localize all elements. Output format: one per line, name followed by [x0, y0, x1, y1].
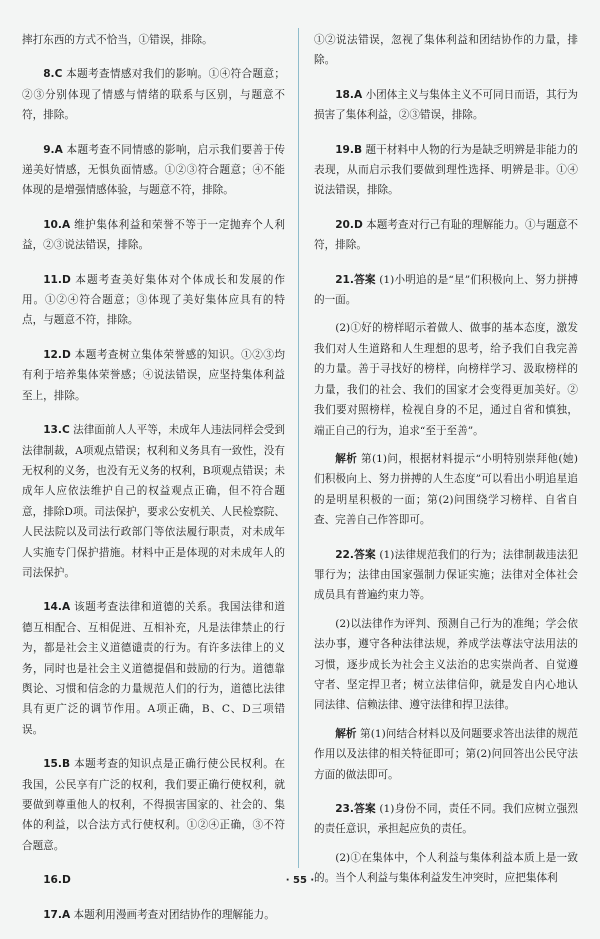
question-number: 22. [335, 548, 354, 561]
answer-text: 本题考查不同情感的影响，启示我们要善于传递美好情感，无惧负面情感。①②③符合题意；④不能体现的是增强情感体验，与题意不符，排除。 [22, 143, 285, 197]
question-number: 12.D [43, 348, 71, 361]
answer-entry [314, 140, 578, 201]
answer-entry [22, 215, 285, 256]
answer-label: 答案 [353, 548, 376, 561]
answer-text: 维护集体利益和荣誉不等于一定抛弃个人利益，②③说法错误，排除。 [22, 218, 285, 252]
answer-text: (2)以法律作为评判、预测自己行为的准绳；学会依法办事，遵守各种法律法规，养成学法尊法守法用法的习惯，逐步成长为社会主义法治的忠实崇尚者、自觉遵守者、坚定捍卫者；树立法律信仰，就是发自内心地认同法律、信赖法律、遵守法律和捍卫法律。 [314, 617, 578, 712]
answer-text: (2)①好的榜样昭示着做人、做事的基本态度，激发我们对人生道路和人生理想的思考，给予我们自我完善的力量。善于寻找好的榜样，向榜样学习、汲取榜样的力量，我们的社会、我们的国家才会变得更加美好。②我们要对照榜样，检视自身的不足，通过自省和慎独，端正自己的行为，追求“至于至善”。 [314, 322, 578, 437]
question-number: 8.C [43, 68, 63, 81]
answer-entry [314, 724, 578, 785]
answer-text: (1)法律规范我们的行为；法律制裁违法犯罪行为；法律由国家强制力保证实施；法律对全体社会成员具有普遍约束力等。 [314, 548, 578, 602]
answer-entry [22, 64, 285, 125]
answer-label: 解析 [335, 452, 358, 465]
page-number: · 55 · [285, 875, 315, 886]
left-column [22, 30, 285, 939]
answer-text: 本题考查情感对我们的影响。①④符合题意；②③分别体现了情感与情绪的联系与区别，与题意不符，排除。 [22, 68, 286, 122]
answer-label: 答案 [353, 273, 376, 286]
question-number: 11.D [43, 273, 71, 286]
column-divider [298, 28, 299, 868]
answer-entry [314, 614, 578, 716]
answer-entry [314, 30, 578, 71]
answer-entry [22, 140, 285, 201]
answer-entry [314, 799, 578, 840]
answer-entry [22, 420, 285, 583]
question-number: 15.B [43, 758, 71, 771]
answer-entry [314, 318, 578, 440]
answer-label: 解析 [335, 727, 357, 740]
answer-text: 本题考查的知识点是正确行使公民权利。在我国，公民享有广泛的权利，我们要正确行使权利，就要做到尊重他人的权利，不得损害国家的、社会的、集体的利益，以合法方式行使权利。①②④正确，③不符合题意。 [22, 758, 286, 852]
question-number: 16.D [43, 874, 71, 887]
answer-text: 法律面前人人平等，未成年人违法同样会受到法律制裁，A项观点错误；权利和义务具有一致性，没有无权利的义务，也没有无义务的权利，B项观点错误；未成年人应依法维护自己的权益观点正确，但不符合题意，排除D项。司法保护，要求公安机关、人民检察院、人民法院以及司法行政部门等依法履行职责，对未成年人实施专门保护措施。材料中正是体现的对未成年人的司法保护。 [22, 424, 285, 579]
answer-entry [22, 597, 285, 740]
question-number: 19.B [335, 143, 363, 156]
question-number: 10.A [43, 218, 71, 231]
question-number: 9.A [43, 143, 63, 156]
answer-entry [314, 85, 578, 126]
question-number: 13.C [43, 424, 70, 437]
right-column [314, 30, 578, 903]
answer-entry [22, 30, 285, 50]
answer-entry [22, 905, 285, 925]
answer-entry [22, 754, 285, 856]
answer-text: ①②说法错误，忽视了集体利益和团结协作的力量，排除。 [314, 34, 578, 67]
answer-label: 答案 [353, 803, 376, 815]
answer-text: (1)身份不同，责任不同。我们应树立强烈的责任意识，承担起应负的责任。 [314, 803, 578, 836]
answer-text: 第(1)问结合材料以及问题要求答出法律的规范作用以及法律的相关特征即可；第(2)问回答出公民守法方面的做法即可。 [314, 727, 579, 781]
question-number: 18.A [335, 88, 363, 101]
question-number: 21. [335, 273, 354, 286]
answer-text: 题干材料中人物的行为是缺乏明辨是非能力的表现，从而启示我们要做到理性选择、明辨是非。①④说法错误，排除。 [314, 143, 578, 197]
answer-text: 本题考查树立集体荣誉感的知识。①②③均有利于培养集体荣誉感；④说法错误，应坚持集体利益至上，排除。 [22, 348, 285, 402]
answer-entry [22, 345, 285, 406]
answer-entry [314, 449, 578, 531]
answer-entry [314, 215, 578, 256]
answer-text: 第(1)问，根据材料提示“小明特别崇拜他(她)们积极向上、努力拼搏的人生态度”可以看出小明追星追的是明星积极的一面；第(2)问围绕学习榜样、自省自查、完善自己作答即可。 [314, 452, 578, 527]
answer-entry [314, 545, 578, 606]
answer-text: 摔打东西的方式不恰当，①错误，排除。 [22, 34, 213, 46]
answer-text: 本题利用漫画考查对团结协作的理解能力。 [73, 908, 275, 921]
answer-text: 本题考查美好集体对个体成长和发展的作用。①②④符合题意；③体现了美好集体应具有的特点，与题意不符，排除。 [22, 273, 286, 327]
answer-entry [22, 270, 285, 331]
answer-text: 小团体主义与集体主义不可同日而语，其行为损害了集体利益，②③错误，排除。 [314, 88, 578, 122]
answer-text: 本题考查对行己有耻的理解能力。①与题意不符，排除。 [314, 218, 578, 252]
question-number: 20.D [335, 218, 363, 231]
answer-text: 该题考查法律和道德的关系。我国法律和道德互相配合、互相促进、互相补充，凡是法律禁止的行为，都是社会主义道德谴责的行为。有许多法律上的义务，同时也是社会主义道德提倡和鼓励的行为。道德靠舆论、习惯和信念的力量规范人们的行为，道德比法律具有更广泛的调节作用。A项正确，B、C、D三项错误。 [22, 601, 285, 736]
question-number: 17.A [43, 908, 71, 921]
question-number: 23. [335, 803, 354, 815]
question-number: 14.A [43, 601, 71, 614]
answer-text: (2)①在集体中，个人利益与集体利益本质上是一致的。当个人利益与集体利益发生冲突时，应把集体利 [314, 851, 578, 885]
answer-text: (1)小明追的是“星”们积极向上、努力拼搏的一面。 [314, 273, 578, 307]
answer-entry [314, 270, 578, 311]
